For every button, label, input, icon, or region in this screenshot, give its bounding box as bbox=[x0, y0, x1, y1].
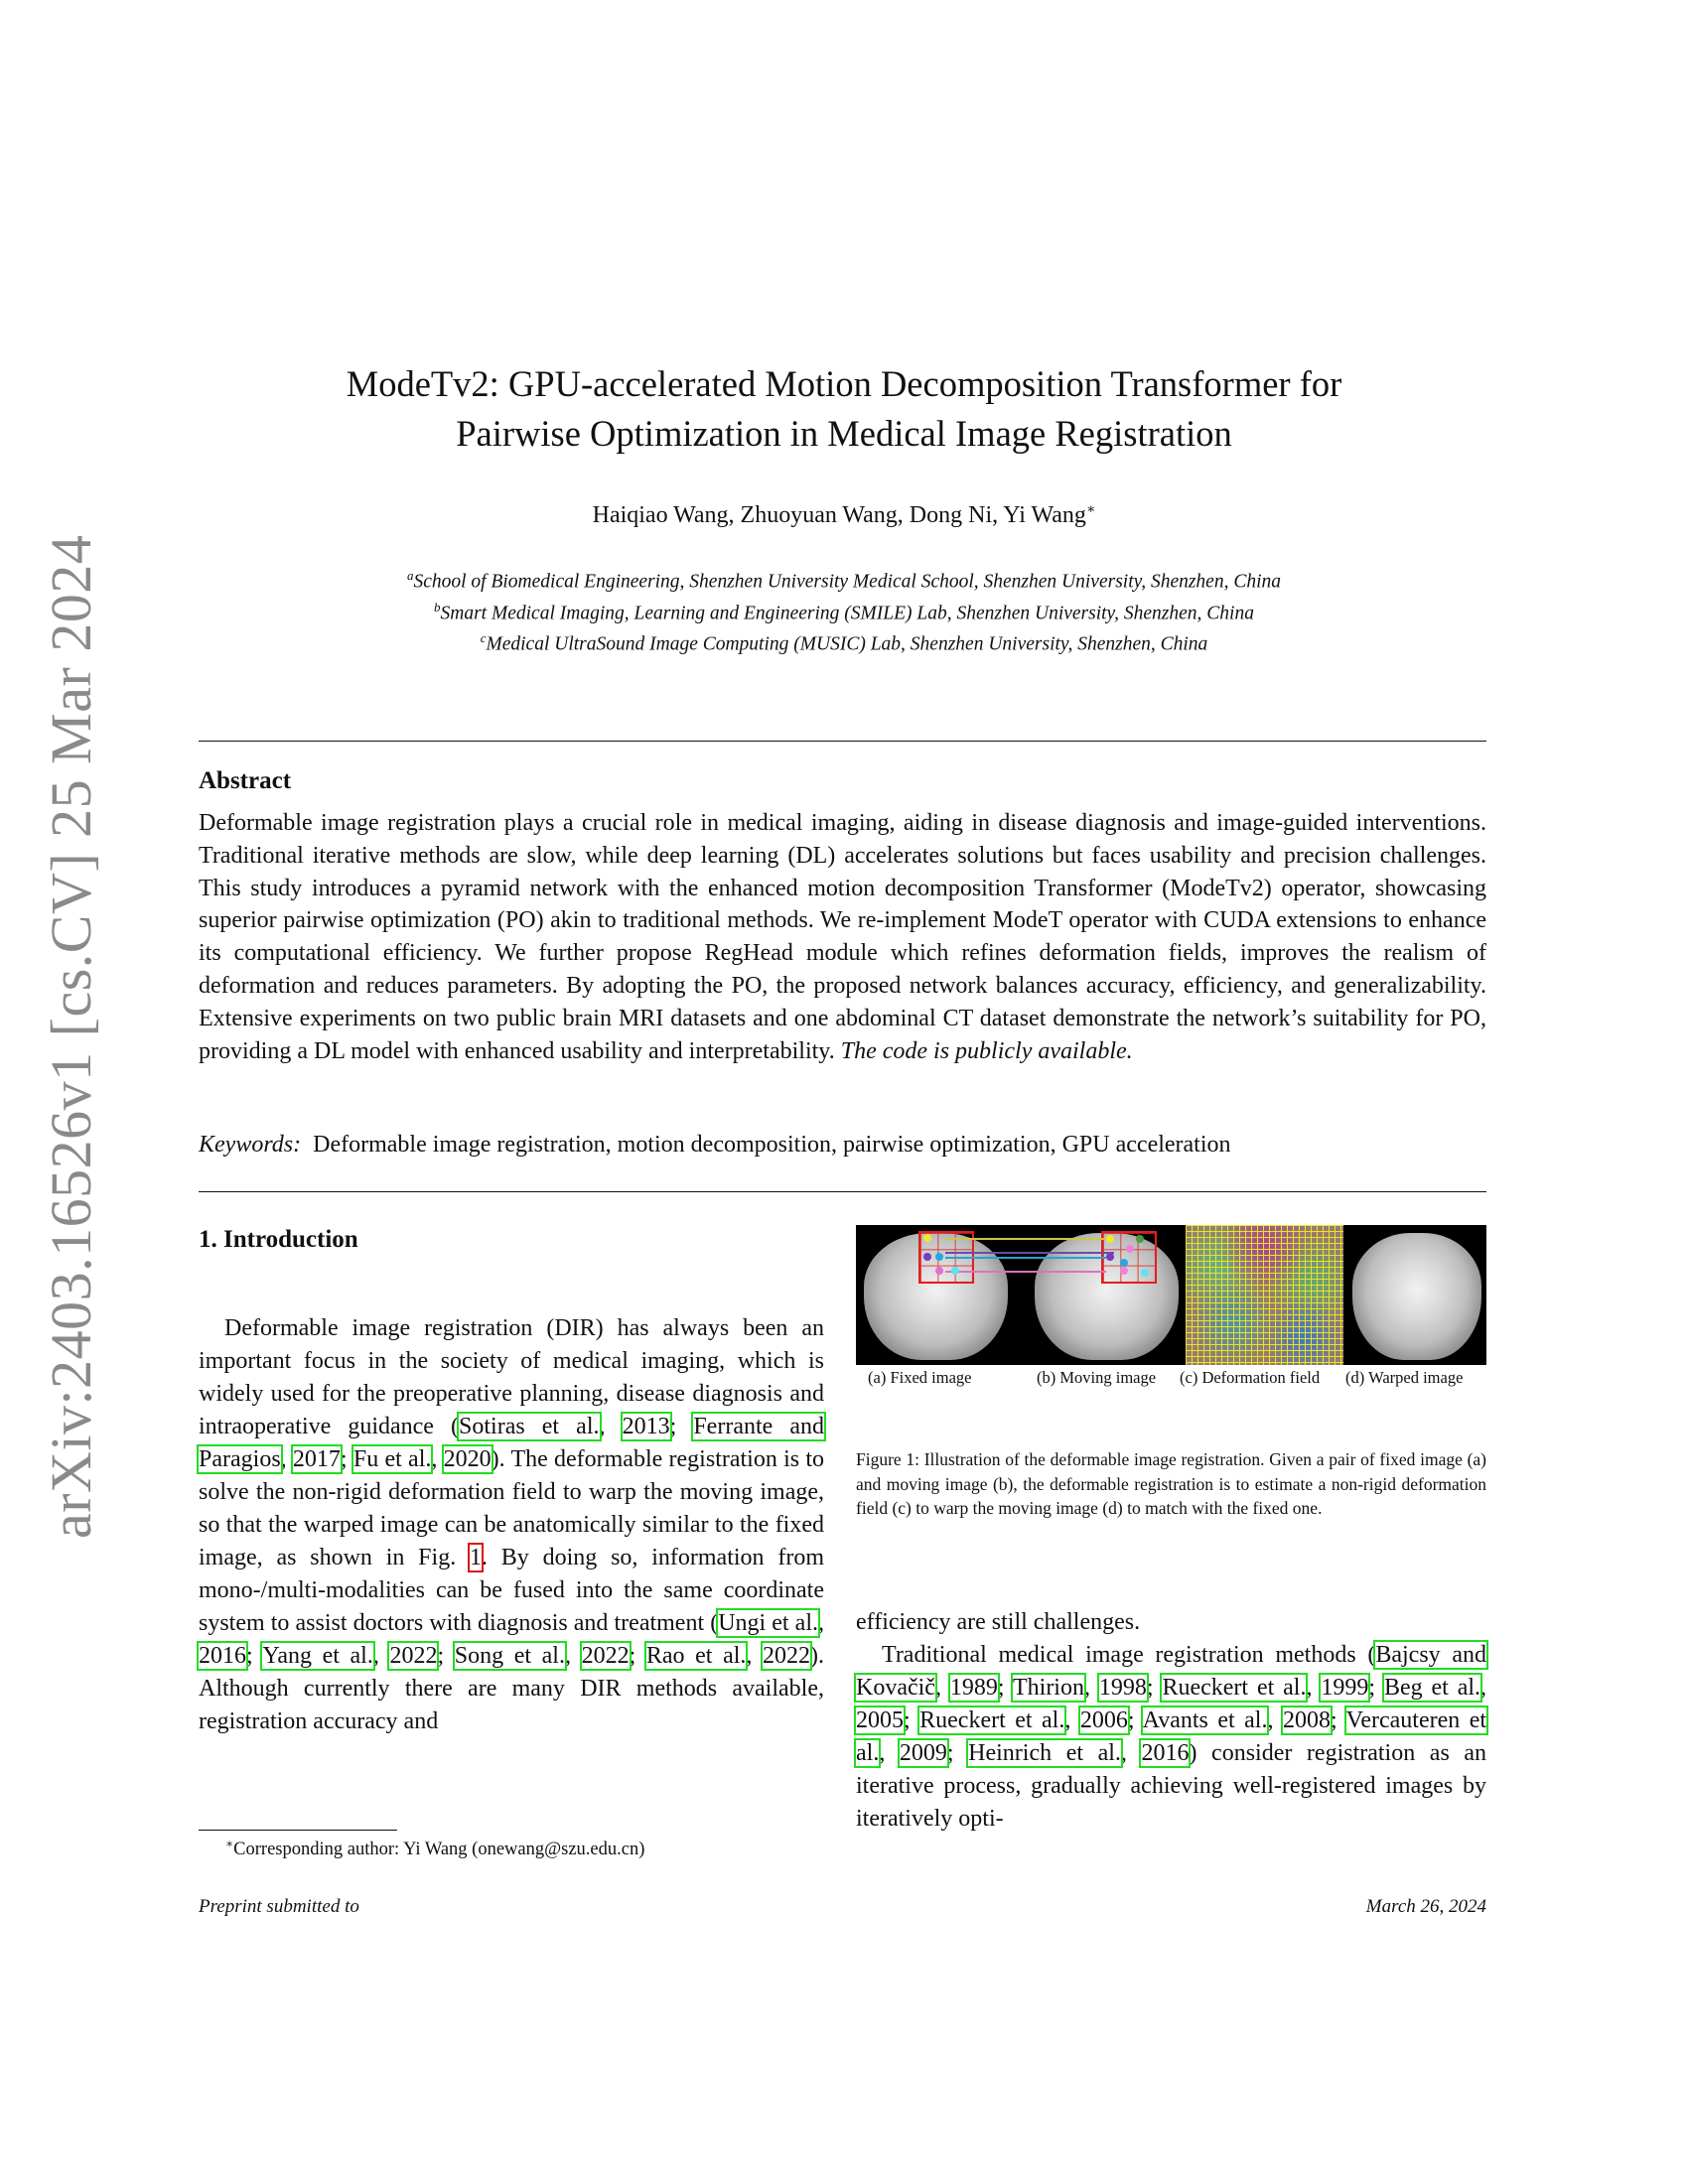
text: Deformable image registration (DIR) has always been an important focus in the society of medical imaging, which is widely used for the preoperative planning, disease diagnosis and intraoperative guidance ( bbox=[199, 1315, 824, 1439]
correspondence-line bbox=[945, 1271, 1106, 1273]
text: . By doing so, information from mono-/multi-modalities can be fused into the same coordinate system to assist doctors with diagnosis and treatment ( bbox=[199, 1545, 824, 1636]
deformation-field-image bbox=[1186, 1225, 1343, 1365]
keypoint-marker bbox=[1120, 1267, 1128, 1275]
section-heading-introduction: 1. Introduction bbox=[199, 1226, 358, 1253]
keywords-text: Deformable image registration, motion decomposition, pairwise optimization, GPU acceleration bbox=[313, 1132, 1231, 1158]
citation-link[interactable]: Beg et al. bbox=[1383, 1675, 1481, 1701]
citation-link[interactable]: 2013 bbox=[622, 1414, 670, 1439]
keywords-label: Keywords: bbox=[199, 1132, 302, 1158]
citation-link[interactable]: 2016 bbox=[1141, 1740, 1190, 1766]
citation-link[interactable]: 1998 bbox=[1098, 1675, 1147, 1701]
citation-link[interactable]: Rao et al. bbox=[645, 1643, 747, 1669]
corresponding-mark: ∗ bbox=[1085, 502, 1096, 517]
keywords bbox=[199, 1132, 1486, 1159]
paper-title bbox=[199, 359, 1489, 459]
figure-1-image bbox=[856, 1225, 1486, 1365]
abstract-heading: Abstract bbox=[199, 767, 292, 794]
citation-link[interactable]: 2016 bbox=[199, 1643, 246, 1669]
footnote bbox=[199, 1837, 644, 1860]
subcaption-c: (c) Deformation field bbox=[1180, 1368, 1321, 1387]
intro-left-column: Deformable image registration (DIR) has always been an important focus in the society of medical imaging, which is widely used for the preoperative planning, disease diagnosis and intraoperative guidance (Sotiras et al., 2013; Ferrante and Paragios, 2017; Fu et al., 2020). The deformable registration is to solve the non-rigid deformation field to warp the moving image, so that the warped image can be anatomically similar to the fixed image, as shown in Fig. 1. By doing so, information from mono-/multi-modalities can be fused into the same coordinate system to assist doctors with diagnosis and treatment (Ungi et al., 2016; Yang et al., 2022; Song et al., 2022; Rao et al., 2022). Although currently there are many DIR methods available, registration accuracy and bbox=[199, 1315, 825, 1734]
affiliation-b bbox=[199, 595, 1489, 626]
affiliation-text: School of Biomedical Engineering, Shenzhen University Medical School, Shenzhen University, Shenzhen, China bbox=[413, 571, 1282, 593]
footer-preprint-note: Preprint submitted to bbox=[199, 1896, 359, 1917]
citation-link[interactable]: Vercauteren et al. bbox=[856, 1707, 1487, 1766]
abstract-code-note: The code is publicly available. bbox=[840, 1037, 1133, 1064]
citation-link[interactable]: Bajcsy and Kovačič bbox=[856, 1642, 1486, 1701]
keypoint-marker bbox=[1106, 1235, 1114, 1243]
citation-link[interactable]: Ungi et al. bbox=[718, 1610, 818, 1636]
text: Traditional medical image registration methods ( bbox=[882, 1642, 1376, 1668]
citation-link[interactable]: Rueckert et al. bbox=[1162, 1675, 1307, 1701]
citation-link[interactable]: Ferrante and Paragios bbox=[199, 1414, 825, 1472]
subcaption-d: (d) Warped image bbox=[1345, 1368, 1464, 1387]
citation-link[interactable]: Rueckert et al. bbox=[919, 1707, 1065, 1733]
affiliation-mark: a bbox=[406, 568, 414, 583]
citation-link[interactable]: 2022 bbox=[763, 1643, 811, 1669]
text: ). The deformable registration is to solve the non-rigid deformation field to warp the moving image, so that the warped image can be anatomically similar to the fixed image, as shown in Fig. bbox=[199, 1446, 825, 1570]
keypoint-marker bbox=[1106, 1253, 1114, 1261]
affiliation-mark: b bbox=[434, 599, 441, 614]
author-names: Haiqiao Wang, Zhuoyuan Wang, Dong Ni, Yi Wang bbox=[592, 502, 1086, 528]
correspondence-line bbox=[945, 1252, 1114, 1254]
text: ) consider registration as an iterative process, gradually achieving well-registered images by iteratively opti- bbox=[856, 1740, 1487, 1832]
abstract-top-rule bbox=[199, 741, 1486, 742]
citation-link[interactable]: 2022 bbox=[389, 1643, 438, 1669]
affiliation-a bbox=[199, 563, 1489, 595]
citation-link[interactable]: 2009 bbox=[899, 1740, 947, 1766]
citation-link[interactable]: 1989 bbox=[949, 1675, 998, 1701]
correspondence-line bbox=[945, 1238, 1106, 1240]
arxiv-stamp: arXiv:2403.16526v1 [cs.CV] 25 Mar 2024 bbox=[39, 534, 103, 1539]
footnote-rule bbox=[199, 1830, 397, 1831]
figure-1-caption: Figure 1: Illustration of the deformable image registration. Given a pair of fixed image (a) and moving image (b), the deformable registration is to estimate a non-rigid deformation field (c) to warp the moving image (d) to match with the fixed one. bbox=[856, 1449, 1486, 1518]
keypoint-marker bbox=[951, 1267, 959, 1275]
abstract-body bbox=[199, 807, 1486, 1067]
citation-link[interactable]: 2005 bbox=[856, 1707, 904, 1733]
text: ). Although currently there are many DIR methods available, registration accuracy and bbox=[199, 1643, 825, 1734]
keypoint-marker bbox=[1126, 1245, 1134, 1253]
citation-link[interactable]: Yang et al. bbox=[262, 1643, 373, 1669]
figure-reference-link[interactable]: 1 bbox=[470, 1545, 482, 1570]
affiliation-text: Smart Medical Imaging, Learning and Engineering (SMILE) Lab, Shenzhen University, Shenzhen, China bbox=[440, 603, 1254, 623]
affiliation-mark: c bbox=[480, 630, 487, 645]
footnote-mark: ∗ bbox=[225, 1837, 234, 1850]
keypoint-marker bbox=[1141, 1269, 1149, 1277]
citation-link[interactable]: Sotiras et al. bbox=[459, 1414, 600, 1439]
affiliation-text: Medical UltraSound Image Computing (MUSIC) Lab, Shenzhen University, Shenzhen, China bbox=[486, 633, 1208, 655]
citation-link[interactable]: Song et al. bbox=[454, 1643, 565, 1669]
title-line-1: ModeTv2: GPU-accelerated Motion Decomposition Transformer for bbox=[346, 363, 1342, 404]
footnote-text: Corresponding author: Yi Wang (onewang@szu.edu.cn) bbox=[233, 1840, 645, 1860]
citation-link[interactable]: 2006 bbox=[1079, 1707, 1128, 1733]
affiliation-c bbox=[199, 625, 1489, 657]
text: efficiency are still challenges. bbox=[856, 1609, 1141, 1635]
correspondence-line bbox=[945, 1257, 1106, 1259]
citation-link[interactable]: 1999 bbox=[1321, 1675, 1369, 1701]
citation-link[interactable]: Heinrich et al. bbox=[968, 1740, 1121, 1766]
citation-link[interactable]: Avants et al. bbox=[1142, 1707, 1268, 1733]
citation-link[interactable]: Thirion bbox=[1012, 1675, 1084, 1701]
citation-link[interactable]: 2008 bbox=[1282, 1707, 1331, 1733]
keypoint-marker bbox=[935, 1267, 943, 1275]
citation-link[interactable]: 2020 bbox=[443, 1446, 492, 1472]
author-list bbox=[199, 501, 1489, 529]
citation-link[interactable]: Fu et al. bbox=[352, 1446, 432, 1472]
affiliations bbox=[199, 563, 1489, 657]
figure-1-subcaptions bbox=[856, 1368, 1491, 1388]
citation-link[interactable]: 2017 bbox=[292, 1446, 341, 1472]
keypoint-marker bbox=[935, 1253, 943, 1261]
keypoint-marker bbox=[1120, 1259, 1128, 1267]
footer-date: March 26, 2024 bbox=[1365, 1896, 1486, 1917]
subcaption-b: (b) Moving image bbox=[1037, 1368, 1157, 1387]
intro-right-column bbox=[856, 1606, 1486, 1836]
paragraph: Traditional medical image registration methods (Bajcsy and Kovačič, 1989; Thirion, 1998; Rueckert et al., 1999; Beg et al., 2005; Rueckert et al., 2006; Avants et al., 2008; Vercauteren et al., 2009; Heinrich et al., 2016) consider registration as an iterative process, gradually achieving well-registered images by iteratively opti- bbox=[856, 1642, 1487, 1832]
keypoint-marker bbox=[1136, 1235, 1144, 1243]
citation-link[interactable]: 2022 bbox=[581, 1643, 630, 1669]
abstract-text: Deformable image registration plays a crucial role in medical imaging, aiding in disease diagnosis and image-guided interventions. Traditional iterative methods are slow, while deep learning (DL) accelerates solutions but faces usability and precision challenges. This study introduces a pyramid network with the enhanced motion decomposition Transformer (ModeTv2) operator, showcasing superior pairwise optimization (PO) akin to traditional methods. We re-implement ModeT operator with CUDA extensions to enhance its computational efficiency. We further propose RegHead module which refines deformation fields, improves the realism of deformation and reduces parameters. By adopting the PO, the proposed network balances accuracy, efficiency, and generalizability. Extensive experiments on two public brain MRI datasets and one abdominal CT dataset demonstrate the network’s suitability for PO, providing a DL model with enhanced usability and interpretability. bbox=[199, 810, 1486, 1064]
abstract-bottom-rule bbox=[199, 1191, 1486, 1192]
warped-brain-image bbox=[1352, 1233, 1481, 1360]
keypoint-marker bbox=[923, 1253, 931, 1261]
subcaption-a: (a) Fixed image bbox=[868, 1368, 972, 1387]
keypoint-marker bbox=[923, 1234, 931, 1242]
title-line-2: Pairwise Optimization in Medical Image Registration bbox=[456, 413, 1232, 454]
